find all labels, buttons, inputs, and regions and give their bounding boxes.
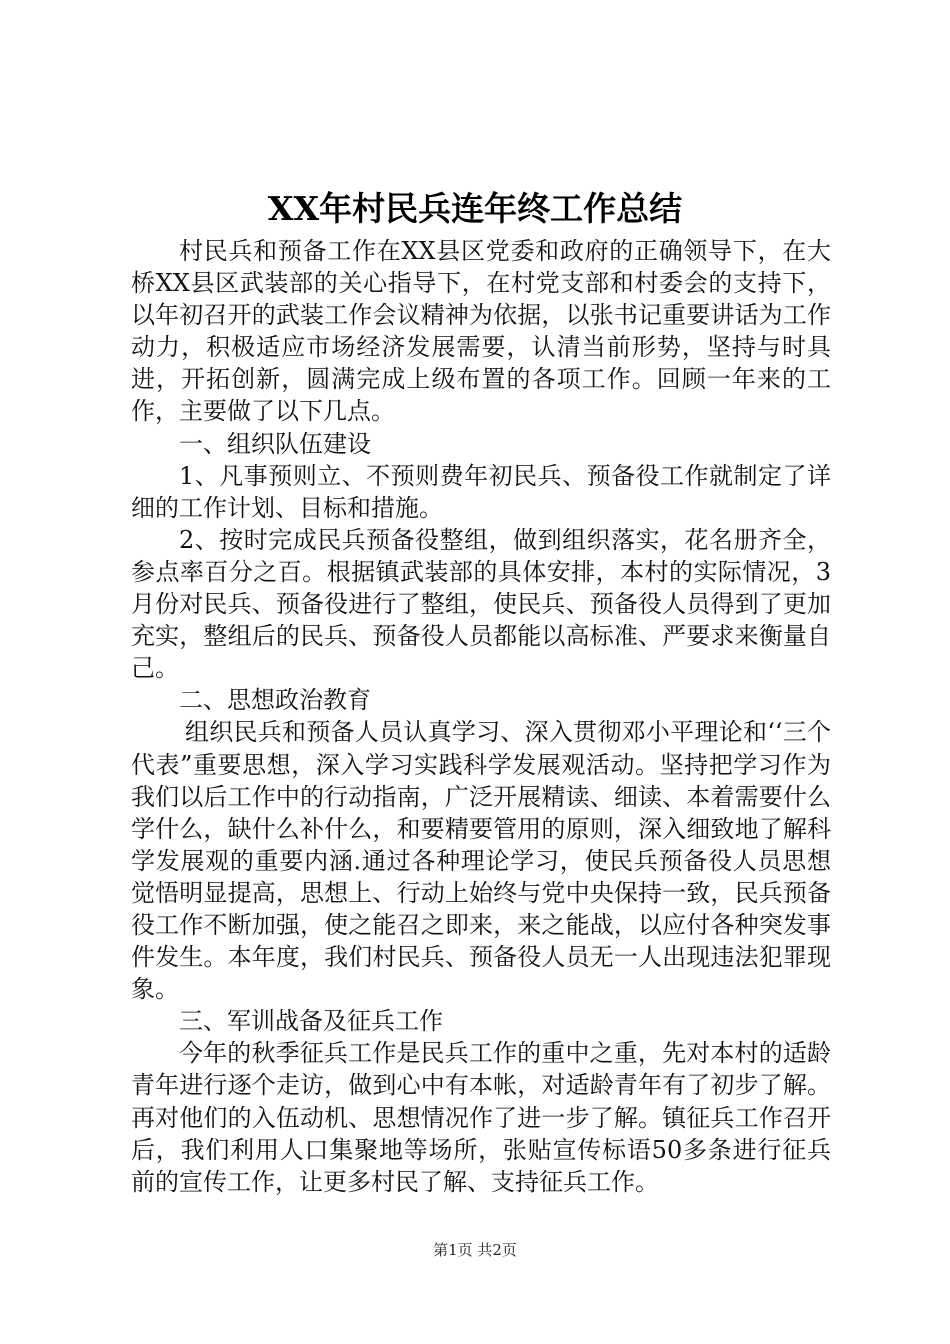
paragraph-intro: 村民兵和预备工作在XX县区党委和政府的正确领导下，在大桥XX县区武装部的关心指导下，在村党支部和村委会的支持下，以年初召开的武装工作会议精神为依据，以张书记重要讲话为工作动力，积极适应市场经济发展需要，认清当前形势，坚持与时具进，开拓创新，圆满完成上级布置的各项工作。回顾一年来的工作，主要做了以下几点。 [131, 237, 831, 426]
paragraph-organization-2: 2、按时完成民兵预备役整组，做到组织落实，花名册齐全，参点率百分之百。根据镇武装部的具体安排，本村的实际情况，3月份对民兵、预备役进行了整组，使民兵、预备役人员得到了更加充实，整组后的民兵、预备役人员都能以高标准、严要求来衡量自己。 [131, 525, 831, 683]
section-heading-military-training: 三、军训战备及征兵工作 [179, 1007, 443, 1036]
section-heading-political-education: 二、思想政治教育 [179, 686, 371, 715]
page-number-footer: 第1页 共2页 [433, 1241, 517, 1259]
section-heading-organization: 一、组织队伍建设 [179, 429, 371, 458]
paragraph-political-education: 组织民兵和预备人员认真学习、深入贯彻邓小平理论和‘‘三个代表”重要思想，深入学习实践科学发展观活动。坚持把学习作为我们以后工作中的行动指南，广泛开展精读、细读、本着需要什么学什么，缺什么补什么，和要精要管用的原则，深入细致地了解科学发展观的重要内涵.通过各种理论学习，使民兵预备役人员思想觉悟明显提高，思想上、行动上始终与党中央保持一致，民兵预备役工作不断加强，使之能召之即来，来之能战，以应付各种突发事件发生。本年度，我们村民兵、预备役人员无一人出现违法犯罪现象。 [131, 718, 831, 1004]
document-body [131, 235, 831, 1198]
paragraph-conscription: 今年的秋季征兵工作是民兵工作的重中之重，先对本村的适龄青年进行逐个走访，做到心中有本帐，对适龄青年有了初步了解。再对他们的入伍动机、思想情况作了进一步了解。镇征兵工作召开后，我们利用人口集聚地等场所，张贴宣传标语50多条进行征兵前的宣传工作，让更多村民了解、支持征兵工作。 [131, 1039, 831, 1196]
document-title: XX年村民兵连年终工作总结 [267, 189, 683, 228]
paragraph-organization-1: 1、凡事预则立、不预则费年初民兵、预备役工作就制定了详细的工作计划、目标和措施。 [131, 461, 831, 522]
